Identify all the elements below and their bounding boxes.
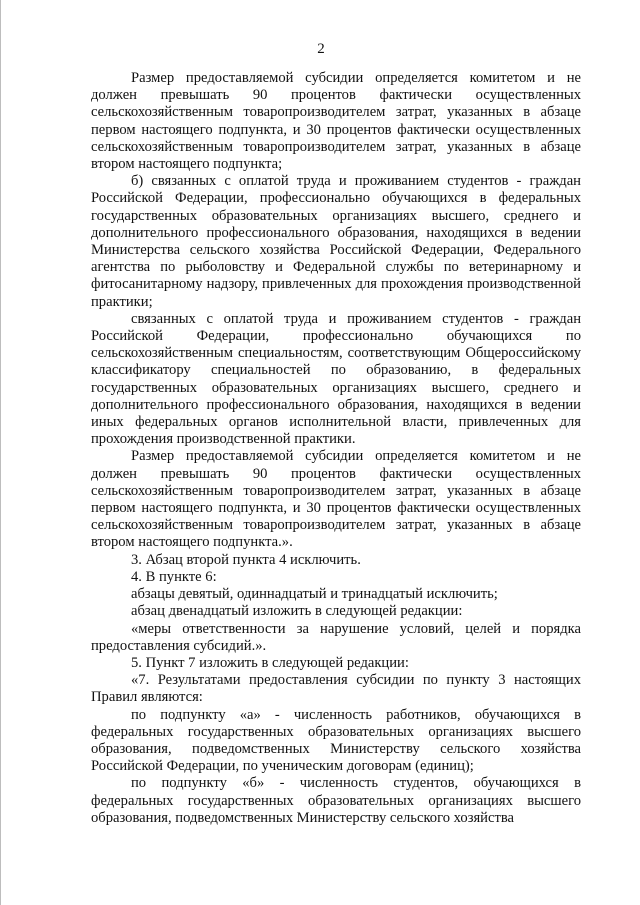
- page-number: 2: [317, 41, 325, 57]
- paragraph-students-other-agencies: связанных с оплатой труда и проживанием студентов - граждан Российской Федерации, профессионально обучающихся по сельскохозяйственным специальностям, соответствующим Общероссийскому классификатору специальностей по образованию, в федеральных государственных образовательных организациях высшего, среднего и дополнительного профессионального образования, находящихся в ведении иных федеральных органов исполнительной власти, привлеченных для прохождения производственной практики.: [91, 310, 581, 448]
- paragraph-item-5: 5. Пункт 7 изложить в следующей редакции:: [131, 654, 409, 671]
- paragraph-subsidy-size-1: Размер предоставляемой субсидии определяется комитетом и не должен превышать 90 процентов фактически осуществленных сельскохозяйственным товаропроизводителем затрат, указанных в абзаце первом настоящего подпункта, и 30 процентов фактически осуществленных сельскохозяйственным товаропроизводителем затрат, указанных в абзаце втором настоящего подпункта;: [91, 70, 581, 173]
- paragraph-abzac-12: абзац двенадцатый изложить в следующей редакции:: [131, 603, 463, 620]
- document-body: [91, 70, 581, 827]
- paragraph-subpoint-b: б) связанных с оплатой труда и проживанием студентов - граждан Российской Федерации, профессионально обучающихся в федеральных государственных образовательных организациях высшего, среднего и дополнительного профессионального образования, находящихся в ведении Министерства сельского хозяйства Российской Федерации, Федерального агентства по рыболовству и Федеральной службы по ветеринарному и фитосанитарному надзору, привлеченных для прохождения производственной практики;: [91, 173, 581, 310]
- paragraph-item-3: 3. Абзац второй пункта 4 исключить.: [131, 551, 361, 568]
- paragraph-subpoint-a-result: по подпункту «а» - численность работников, обучающихся в федеральных государственных образовательных организациях высшего образования, подведомственных Министерству сельского хозяйства Российской Федерации, по ученическим договорам (единиц);: [91, 706, 581, 775]
- paragraph-subsidy-size-2: Размер предоставляемой субсидии определяется комитетом и не должен превышать 90 процентов фактически осуществленных сельскохозяйственным товаропроизводителем затрат, указанных в абзаце первом настоящего подпункта, и 30 процентов фактически осуществленных сельскохозяйственным товаропроизводителем затрат, указанных в абзаце втором настоящего подпункта.».: [91, 448, 581, 551]
- paragraph-exclude-abzacy: абзацы девятый, одиннадцатый и тринадцатый исключить;: [131, 586, 498, 603]
- paragraph-subpoint-b-result: по подпункту «б» - численность студентов, обучающихся в федеральных государственных образовательных организациях высшего образования, подведомственных Министерству сельского хозяйства: [91, 775, 581, 826]
- paragraph-item-7-results: «7. Результатами предоставления субсидии по пункту 3 настоящих Правил являются:: [91, 672, 581, 706]
- paragraph-liability-measures: «меры ответственности за нарушение условий, целей и порядка предоставления субсидий.».: [91, 620, 581, 654]
- paragraph-item-4: 4. В пункте 6:: [131, 568, 217, 585]
